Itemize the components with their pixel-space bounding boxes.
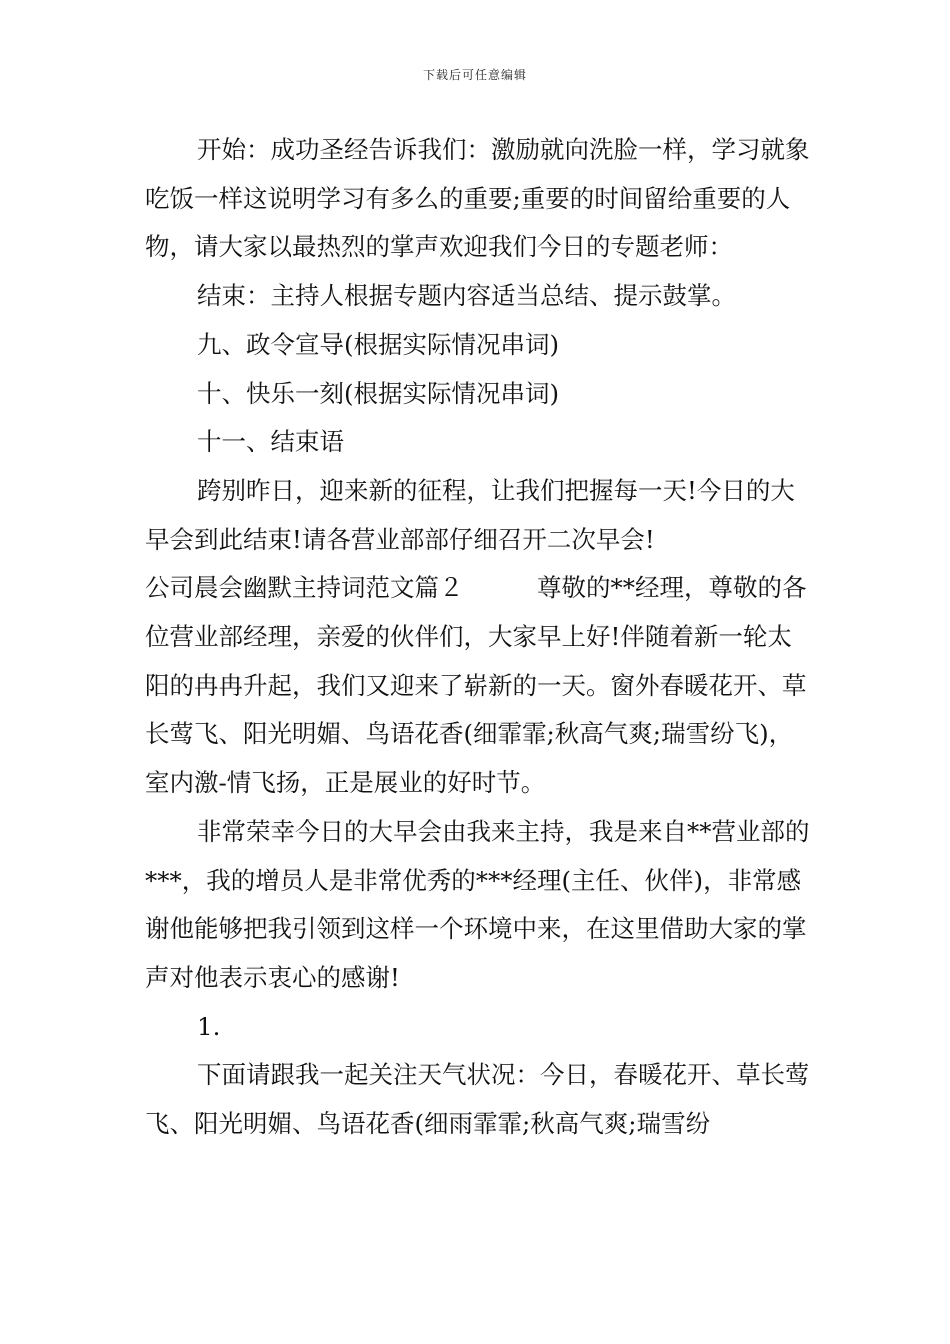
paragraph-closing: 结束：主持人根据专题内容适当总结、提示鼓掌。 bbox=[197, 281, 736, 311]
paragraph-farewell: 跨别昨日，迎来新的征程，让我们把握每一天!今日的大早会到此结束!请各营业部部仔细召开二次早会! bbox=[145, 475, 795, 554]
section-heading-ten: 十、快乐一刻(根据实际情况串词) bbox=[197, 378, 560, 408]
section-heading-eleven: 十一、结束语 bbox=[197, 427, 344, 457]
paragraph-opening: 开始：成功圣经告诉我们：激励就向洗脸一样，学习就象吃饭一样这说明学习有多么的重要;重要的时间留给重要的人物，请大家以最热烈的掌声欢迎我们今日的专题老师： bbox=[145, 135, 810, 262]
paragraph-introduction: 非常荣幸今日的大早会由我来主持，我是来自**营业部的***，我的增员人是非常优秀的***经理(主任、伙伴)，非常感谢他能够把我引领到这样一个环境中来，在这里借助大家的掌声对他表示衷心的感谢! bbox=[145, 816, 810, 992]
page-header: 下载后可任意编辑 bbox=[422, 68, 527, 82]
paragraph-article-two: 公司晨会幽默主持词范文篇２ 尊敬的**经理，尊敬的各位营业部经理，亲爱的伙伴们，大家早上好!伴随着新一轮太阳的冉冉升起，我们又迎来了崭新的一天。窗外春暖花开、草长莺飞、阳光明媚、鸟语花香(细霏霏;秋高气爽;瑞雪纷飞)，室内激-情飞扬，正是展业的好时节。 bbox=[145, 573, 807, 798]
document-body bbox=[145, 126, 810, 1149]
paragraph-weather: 下面请跟我一起关注天气状况：今日，春暖花开、草长莺飞、阳光明媚、鸟语花香(细雨霏霏;秋高气爽;瑞雪纷 bbox=[145, 1060, 810, 1139]
section-heading-nine: 九、政令宣导(根据实际情况串词) bbox=[197, 329, 560, 359]
list-number-one: 1. bbox=[197, 1011, 221, 1041]
